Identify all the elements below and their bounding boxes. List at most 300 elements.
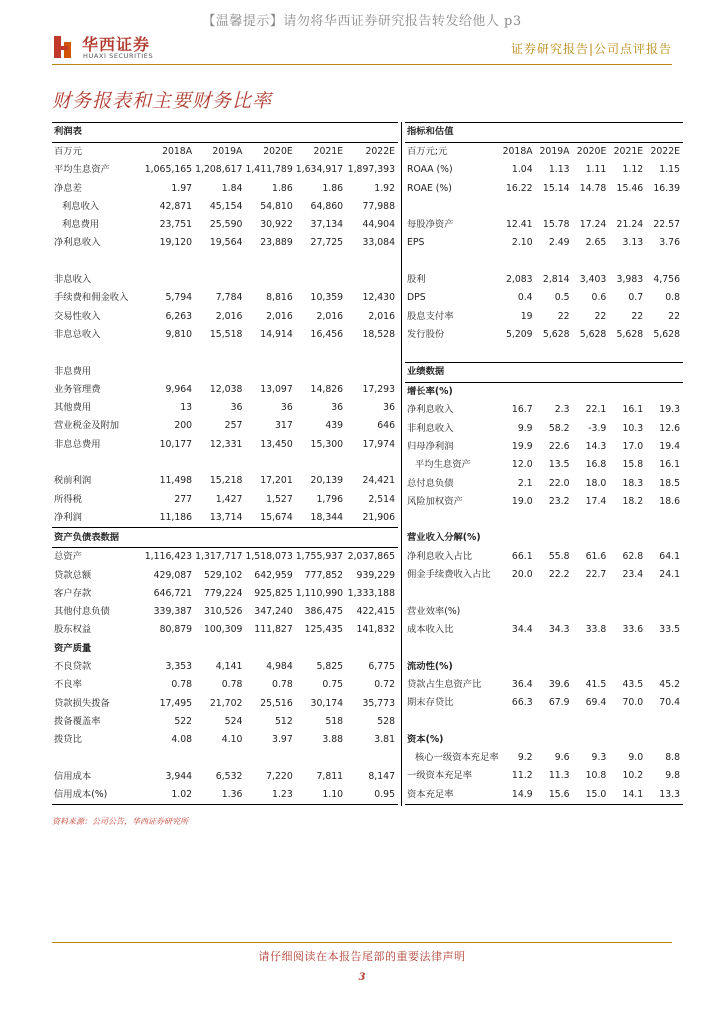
cell-value <box>573 511 610 529</box>
watermark-notice: 【温馨提示】请勿将华西证券研究报告转发给他人 p3 <box>202 14 522 29</box>
cell-value <box>609 712 646 730</box>
cell-value: 14.78 <box>579 182 607 194</box>
cell-value <box>536 712 573 730</box>
row-label: 股息支付率 <box>407 310 454 322</box>
cell-value: 1,208,617 <box>195 164 243 176</box>
cell-value: 33.8 <box>585 623 607 635</box>
cell-value <box>499 253 536 271</box>
cell-value: 11,186 <box>159 511 193 523</box>
cell-value <box>536 658 573 676</box>
cell-value: 0.6 <box>591 292 607 304</box>
cell-value: 0.78 <box>272 679 293 691</box>
cell-value <box>346 123 398 143</box>
row-label: 利润表 <box>52 123 138 143</box>
table-row <box>52 786 398 805</box>
cell-value: 62.8 <box>622 550 644 562</box>
cell-value: 1,411,789 <box>245 164 293 176</box>
row-label: 利息费用 <box>62 219 100 231</box>
cell-value: 2.3 <box>554 404 570 416</box>
table-row <box>52 180 398 198</box>
table-row <box>405 786 683 805</box>
cell-value <box>573 639 610 657</box>
table-title-growth <box>405 383 683 402</box>
cell-value: 1,796 <box>316 493 344 505</box>
cell-value: 13.5 <box>548 459 570 471</box>
cell-value <box>573 712 610 730</box>
cell-value: 2.1 <box>517 477 533 489</box>
cell-value: 9.2 <box>517 752 533 763</box>
cell-value: 19,120 <box>159 237 193 249</box>
cell-value: 14.1 <box>609 786 646 805</box>
table-row <box>52 567 398 585</box>
cell-value: 17,495 <box>159 697 193 709</box>
cell-value: 347,240 <box>254 606 293 618</box>
cell-value <box>138 363 196 381</box>
cell-value: 339,387 <box>153 606 193 618</box>
cell-value <box>536 731 573 749</box>
row-label: EPS <box>407 237 425 249</box>
cell-value <box>138 253 196 271</box>
cell-value: 512 <box>275 715 293 727</box>
cell-value <box>536 363 573 383</box>
cell-value <box>195 640 245 658</box>
cell-value <box>296 123 346 143</box>
row-label: 非息总收入 <box>54 328 101 340</box>
cell-value <box>245 454 295 472</box>
cell-value: 16.7 <box>511 404 533 416</box>
year-header-row <box>405 143 683 162</box>
table-row <box>405 475 683 493</box>
cell-value: 43.5 <box>622 678 644 690</box>
cell-value: 36 <box>230 402 243 414</box>
cell-value: 33.6 <box>622 623 644 635</box>
cell-value: 12.0 <box>511 459 533 471</box>
cell-value <box>346 363 398 381</box>
cell-value: 0.7 <box>628 292 644 304</box>
row-label: 资本充足率 <box>405 786 499 805</box>
cell-value: 2,016 <box>316 310 344 322</box>
cell-value: 1.10 <box>296 786 346 805</box>
table-title-capital <box>405 731 683 749</box>
cell-value: 22 <box>668 310 680 322</box>
table-row <box>405 234 683 252</box>
row-label: 净利息收入占比 <box>407 550 473 562</box>
table-row <box>405 438 683 456</box>
cell-value <box>536 639 573 657</box>
cell-value: 13 <box>180 402 193 414</box>
cell-value <box>573 529 610 547</box>
row-label <box>52 750 138 768</box>
cell-value: 4.08 <box>171 734 193 746</box>
cell-value: 1,116,423 <box>144 551 193 563</box>
row-label: 税前利润 <box>54 475 92 487</box>
cell-value: 646 <box>377 420 395 432</box>
table-row <box>405 621 683 639</box>
cell-value <box>499 731 536 749</box>
cell-value: 20,139 <box>310 475 344 487</box>
cell-value <box>138 528 196 548</box>
cell-value <box>138 750 196 768</box>
cell-value: 4,984 <box>266 661 293 673</box>
cell-value: 1.36 <box>195 786 245 805</box>
table-title-quality <box>52 640 398 658</box>
cell-value: 70.4 <box>659 697 680 709</box>
table-row <box>52 253 398 271</box>
cell-value <box>536 603 573 621</box>
row-label: 营业效率(%) <box>407 605 461 617</box>
cell-value <box>499 584 536 602</box>
cell-value: 6,775 <box>368 661 395 673</box>
table-row <box>52 363 398 381</box>
row-label: 贷款损失拨备 <box>54 697 110 709</box>
cell-value: 17.24 <box>579 219 607 231</box>
row-label: ROAE (%) <box>407 182 452 194</box>
cell-value: 18.0 <box>585 477 607 489</box>
cell-value: 646,721 <box>153 587 193 599</box>
row-label <box>52 253 138 271</box>
cell-value <box>346 454 398 472</box>
cell-value: 8.8 <box>665 752 680 763</box>
cell-value: 12,430 <box>362 292 395 304</box>
cell-value: 1,527 <box>266 493 293 505</box>
cell-value: 3,353 <box>165 661 193 673</box>
row-label: 百万元 <box>54 146 82 157</box>
table-row <box>52 198 398 216</box>
table-divider <box>401 122 402 806</box>
cell-value: 642,959 <box>254 569 293 581</box>
table-row <box>405 584 683 602</box>
table-row <box>52 713 398 731</box>
cell-value: 17,293 <box>362 383 395 395</box>
cell-value: 2,037,865 <box>347 551 395 563</box>
cell-value: 25,516 <box>260 697 293 709</box>
cell-value: 2018A <box>162 146 193 157</box>
cell-value <box>536 529 573 547</box>
cell-value: 64,860 <box>310 200 344 212</box>
table-row <box>405 420 683 438</box>
cell-value: 1.23 <box>245 786 295 805</box>
cell-value: 14.3 <box>585 440 607 452</box>
cell-value <box>646 603 683 621</box>
row-label: 发行股份 <box>407 328 445 340</box>
cell-value <box>646 658 683 676</box>
cell-value: 67.9 <box>548 697 570 709</box>
cell-value <box>646 731 683 749</box>
cell-value: 0.8 <box>665 292 680 304</box>
row-label: 非息总费用 <box>54 438 101 450</box>
cell-value: 36 <box>383 402 395 414</box>
cell-value: 34.4 <box>511 623 533 635</box>
cell-value: 125,435 <box>304 624 344 636</box>
cell-value <box>536 344 573 362</box>
cell-value: 80,879 <box>159 624 193 636</box>
cell-value <box>646 529 683 547</box>
cell-value <box>245 253 295 271</box>
cell-value <box>499 123 536 143</box>
cell-value <box>609 639 646 657</box>
cell-value: 277 <box>174 493 193 505</box>
table-row <box>52 326 398 344</box>
cell-value: 11.2 <box>511 770 533 782</box>
cell-value: 1,065,165 <box>144 164 193 176</box>
cell-value: 22.57 <box>653 219 680 231</box>
row-label: 净息差 <box>54 182 82 194</box>
table-row <box>405 308 683 326</box>
cell-value: 19.9 <box>511 440 533 452</box>
cell-value: 77,988 <box>362 200 395 212</box>
cell-value <box>245 123 295 143</box>
table-row <box>405 712 683 730</box>
cell-value <box>346 271 398 289</box>
cell-value: 518 <box>325 715 344 727</box>
table-title-balance <box>52 528 398 548</box>
cell-value: 55.8 <box>548 550 570 562</box>
cell-value: 1.84 <box>221 182 243 194</box>
cell-value <box>573 198 610 216</box>
cell-value: 10.2 <box>622 770 644 782</box>
cell-value <box>573 603 610 621</box>
table-row <box>405 566 683 584</box>
cell-value <box>195 750 245 768</box>
cell-value: 0.78 <box>171 679 193 691</box>
cell-value: 257 <box>224 420 243 432</box>
cell-value: 17,974 <box>362 438 395 450</box>
cell-value: 528 <box>377 715 395 727</box>
table-row <box>405 694 683 712</box>
cell-value <box>245 344 295 362</box>
cell-value: 310,526 <box>203 606 243 618</box>
cell-value <box>499 712 536 730</box>
cell-value: 1,427 <box>215 493 243 505</box>
cell-value: 2022E <box>650 146 680 157</box>
cell-value <box>609 584 646 602</box>
table-row <box>405 749 683 767</box>
row-label: ROAA (%) <box>407 164 453 176</box>
row-label: 资本(%) <box>407 733 444 745</box>
table-row <box>405 676 683 694</box>
cell-value: 33,084 <box>362 237 395 249</box>
row-label <box>405 198 499 216</box>
cell-value: 18.5 <box>659 477 680 489</box>
cell-value: 3.76 <box>659 237 680 249</box>
cell-value: 0.78 <box>221 679 243 691</box>
row-label <box>405 253 499 271</box>
cell-value <box>245 750 295 768</box>
cell-value: 19,564 <box>209 237 243 249</box>
row-label: 贷款总额 <box>54 569 92 581</box>
cell-value: 9.8 <box>665 770 680 782</box>
cell-value: 2022E <box>365 146 395 157</box>
cell-value <box>138 454 196 472</box>
row-label: 不良贷款 <box>54 661 92 673</box>
cell-value: 779,224 <box>203 587 243 599</box>
row-label <box>52 344 138 362</box>
row-label: 股利 <box>407 274 426 286</box>
cell-value: 22 <box>594 310 607 322</box>
footer-divider <box>52 942 672 943</box>
cell-value: 19 <box>520 310 533 322</box>
cell-value: 6,263 <box>165 310 193 322</box>
cell-value: 21,702 <box>209 697 243 709</box>
table-row <box>405 456 683 474</box>
cell-value: 12.6 <box>659 422 680 434</box>
cell-value <box>499 383 536 402</box>
cell-value <box>646 584 683 602</box>
year-header-row <box>52 143 398 162</box>
cell-value: 13.3 <box>646 786 683 805</box>
cell-value <box>609 603 646 621</box>
cell-value <box>346 528 398 548</box>
cell-value: 13,097 <box>260 383 293 395</box>
table-row <box>405 198 683 216</box>
row-label: 其他费用 <box>54 402 92 414</box>
cell-value: 15.46 <box>616 182 644 194</box>
cell-value <box>296 253 346 271</box>
row-label: 净利息收入 <box>407 404 454 416</box>
cell-value: 16.1 <box>659 459 680 471</box>
table-row <box>52 509 398 528</box>
page-header <box>52 32 672 62</box>
header-divider <box>52 64 672 65</box>
cell-value: 2019A <box>539 146 570 157</box>
row-label: 拨备覆盖率 <box>54 715 101 727</box>
cell-value <box>195 454 245 472</box>
cell-value <box>646 198 683 216</box>
cell-value: 3,403 <box>579 274 607 286</box>
cell-value <box>573 383 610 402</box>
cell-value <box>138 344 196 362</box>
cell-value: 1.11 <box>585 164 607 176</box>
cell-value: 45.2 <box>659 678 680 690</box>
cell-value: 16.22 <box>505 182 533 194</box>
cell-value <box>573 123 610 143</box>
table-row <box>52 676 398 694</box>
cell-value: 0.5 <box>554 292 570 304</box>
cell-value: 2020E <box>576 146 607 157</box>
cell-value: 17,201 <box>260 475 293 487</box>
table-row <box>405 253 683 271</box>
cell-value: 2,016 <box>215 310 243 322</box>
cell-value: 17.0 <box>622 440 644 452</box>
cell-value <box>296 750 346 768</box>
row-label: 一级资本充足率 <box>407 770 473 782</box>
table-row <box>52 381 398 399</box>
cell-value: 16.39 <box>653 182 680 194</box>
cell-value: 1.86 <box>322 182 344 194</box>
cell-value: 8,816 <box>266 292 293 304</box>
cell-value: 1.15 <box>659 164 680 176</box>
table-row <box>52 417 398 435</box>
cell-value: 27,725 <box>310 237 344 249</box>
cell-value <box>296 344 346 362</box>
row-label <box>405 511 499 529</box>
cell-value: 45,154 <box>209 200 243 212</box>
cell-value: 8,147 <box>368 770 395 782</box>
row-label <box>52 454 138 472</box>
cell-value: 21,906 <box>362 511 395 523</box>
row-label: 资产负债表数据 <box>52 528 138 548</box>
cell-value: 5,825 <box>316 661 344 673</box>
row-label: 归母净利润 <box>407 440 454 452</box>
cell-value: 36 <box>280 402 293 414</box>
table-row <box>52 399 398 417</box>
cell-value <box>536 253 573 271</box>
cell-value: 54,810 <box>260 200 293 212</box>
cell-value <box>499 658 536 676</box>
cell-value <box>536 383 573 402</box>
spacer-row <box>405 639 683 657</box>
cell-value: 317 <box>275 420 293 432</box>
table-row <box>405 603 683 621</box>
table-row <box>405 326 683 344</box>
table-row <box>52 234 398 252</box>
cell-value: 5,628 <box>653 328 680 340</box>
cell-value: 9.9 <box>517 422 533 434</box>
cell-value <box>195 253 245 271</box>
cell-value: 36 <box>331 402 344 414</box>
row-label: 贷款占生息资产比 <box>407 678 482 690</box>
cell-value: 69.4 <box>585 697 607 709</box>
cell-value <box>499 511 536 529</box>
cell-value: 386,475 <box>304 606 344 618</box>
cell-value <box>573 731 610 749</box>
table-row <box>52 344 398 362</box>
cell-value: 100,309 <box>203 624 243 636</box>
table-row <box>52 658 398 676</box>
cell-value <box>609 344 646 362</box>
row-label: 增长率(%) <box>407 386 453 398</box>
cell-value: 2.49 <box>548 237 570 249</box>
cell-value: 58.2 <box>548 422 570 434</box>
cell-value: 13,714 <box>209 511 243 523</box>
cell-value: 0.75 <box>322 679 344 691</box>
cell-value <box>646 123 683 143</box>
row-label: 期末存贷比 <box>407 697 454 709</box>
cell-value: 37,134 <box>310 219 344 231</box>
cell-value: 19.3 <box>659 404 680 416</box>
cell-value <box>573 584 610 602</box>
cell-value: 1.12 <box>622 164 644 176</box>
cell-value: 439 <box>325 420 344 432</box>
cell-value: 18,528 <box>362 328 395 340</box>
table-row <box>52 585 398 603</box>
cell-value: 39.6 <box>548 678 570 690</box>
cell-value <box>609 363 646 383</box>
cell-value: 19.0 <box>511 495 533 507</box>
table-row <box>52 491 398 509</box>
row-label <box>405 344 499 362</box>
cell-value: 15.14 <box>542 182 570 194</box>
cell-value <box>346 640 398 658</box>
row-label: 所得税 <box>54 493 82 505</box>
cell-value <box>609 123 646 143</box>
cell-value: 10.3 <box>622 422 644 434</box>
cell-value: 12,038 <box>209 383 243 395</box>
cell-value <box>646 712 683 730</box>
cell-value: 61.6 <box>585 550 607 562</box>
row-label: 客户存款 <box>54 587 92 599</box>
cell-value <box>296 454 346 472</box>
cell-value: 15.6 <box>536 786 573 805</box>
cell-value: 2021E <box>613 146 644 157</box>
table-row <box>52 454 398 472</box>
table-row <box>405 767 683 785</box>
cell-value: 524 <box>224 715 243 727</box>
row-label: 总付息负债 <box>407 477 454 489</box>
cell-value: 35,773 <box>362 697 395 709</box>
cell-value <box>536 198 573 216</box>
cell-value: 0.72 <box>374 679 395 691</box>
